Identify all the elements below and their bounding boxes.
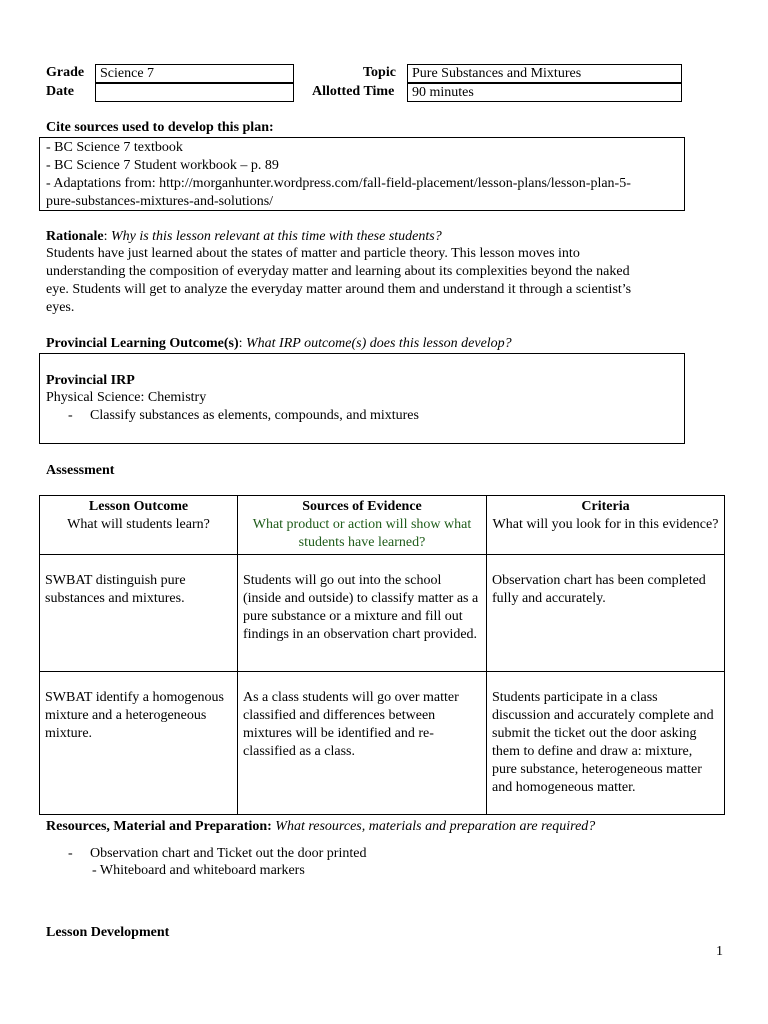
plo-box-subtitle: Physical Science: Chemistry (46, 390, 207, 405)
plo-heading: Provincial Learning Outcome(s): What IRP outcome(s) does this lesson develop? (46, 336, 512, 351)
rationale-line: eye. Students will get to analyze the everyday matter around them and understand it through a scientist’s (46, 282, 632, 297)
topic-value: Pure Substances and Mixtures (412, 66, 582, 81)
sources-heading: Cite sources used to develop this plan: (46, 120, 274, 135)
topic-label: Topic (363, 65, 396, 80)
plo-bullet: Classify substances as elements, compounds, and mixtures (90, 408, 419, 423)
plo-label: Provincial Learning Outcome(s) (46, 336, 239, 351)
column-subtitle: What will you look for in this evidence? (492, 517, 719, 532)
allotted-time-label: Allotted Time (312, 84, 395, 99)
table-cell: Observation chart has been completed fully and accurately. (487, 555, 725, 672)
date-label: Date (46, 84, 74, 99)
rationale-label: Rationale (46, 229, 104, 244)
column-title: Lesson Outcome (88, 499, 189, 514)
column-subtitle: What product or action will show what students have learned? (252, 517, 472, 550)
source-line: - BC Science 7 Student workbook – p. 89 (46, 158, 279, 173)
column-header-lesson-outcome (40, 496, 238, 555)
source-line: pure-substances-mixtures-and-solutions/ (46, 194, 274, 209)
assessment-table (39, 495, 725, 815)
plo-box-title: Provincial IRP (46, 373, 135, 388)
allotted-time-field[interactable] (407, 83, 682, 102)
rationale-prompt: Why is this lesson relevant at this time with these students? (110, 229, 442, 244)
source-line: - Adaptations from: http://morganhunter.wordpress.com/fall-field-placement/lesson-plans/lesson-plan-5- (46, 176, 631, 191)
table-cell: As a class students will go over matter classified and differences between mixtures will be identified and re-classified as a class. (238, 672, 487, 815)
assessment-heading: Assessment (46, 463, 115, 478)
page-number: 1 (716, 944, 723, 959)
plo-box (39, 353, 685, 444)
grade-value: Science 7 (100, 66, 155, 81)
topic-field[interactable] (407, 64, 682, 83)
allotted-time-value: 90 minutes (412, 85, 474, 100)
plo-bullet-dash: - (68, 408, 73, 423)
table-cell: Students will go out into the school (inside and outside) to classify matter as a pure substance or a mixture and fill out findings in an observation chart provided. (238, 555, 487, 672)
resources-prompt: What resources, materials and preparation are required? (275, 819, 596, 834)
rationale-heading: Rationale: Why is this lesson relevant at this time with these students? (46, 229, 442, 244)
column-header-criteria (487, 496, 725, 555)
table-row (40, 672, 725, 815)
column-title: Sources of Evidence (302, 499, 422, 514)
rationale-line: Students have just learned about the states of matter and particle theory. This lesson moves into (46, 246, 580, 261)
date-field[interactable] (95, 83, 294, 102)
grade-field[interactable] (95, 64, 294, 83)
table-cell: Students participate in a class discussion and accurately complete and submit the ticket out the door asking them to define and draw a: mixture, pure substance, heterogeneous matter and homogeneous matter. (487, 672, 725, 815)
column-subtitle: What will students learn? (67, 517, 210, 532)
grade-label: Grade (46, 65, 85, 80)
lesson-development-heading: Lesson Development (46, 925, 170, 940)
resources-bullet-dash: - (68, 846, 73, 861)
sources-box (39, 137, 685, 211)
column-title: Criteria (581, 499, 630, 514)
rationale-line: understanding the composition of everyday matter and learning about its complexities beyond the naked (46, 264, 630, 279)
table-cell: SWBAT distinguish pure substances and mixtures. (40, 555, 238, 672)
table-row (40, 555, 725, 672)
rationale-body (46, 245, 631, 317)
table-cell: SWBAT identify a homogenous mixture and a heterogeneous mixture. (40, 672, 238, 815)
plo-prompt: What IRP outcome(s) does this lesson develop? (246, 336, 512, 351)
column-header-sources-of-evidence (238, 496, 487, 555)
rationale-line: eyes. (46, 300, 75, 315)
resources-heading (46, 819, 595, 835)
table-header-row (40, 496, 725, 555)
source-line: - BC Science 7 textbook (46, 140, 183, 155)
resources-bullet: Observation chart and Ticket out the door printed (90, 846, 367, 861)
resources-label: Resources, Material and Preparation: (46, 819, 272, 834)
resources-sub-line: - Whiteboard and whiteboard markers (92, 863, 305, 878)
